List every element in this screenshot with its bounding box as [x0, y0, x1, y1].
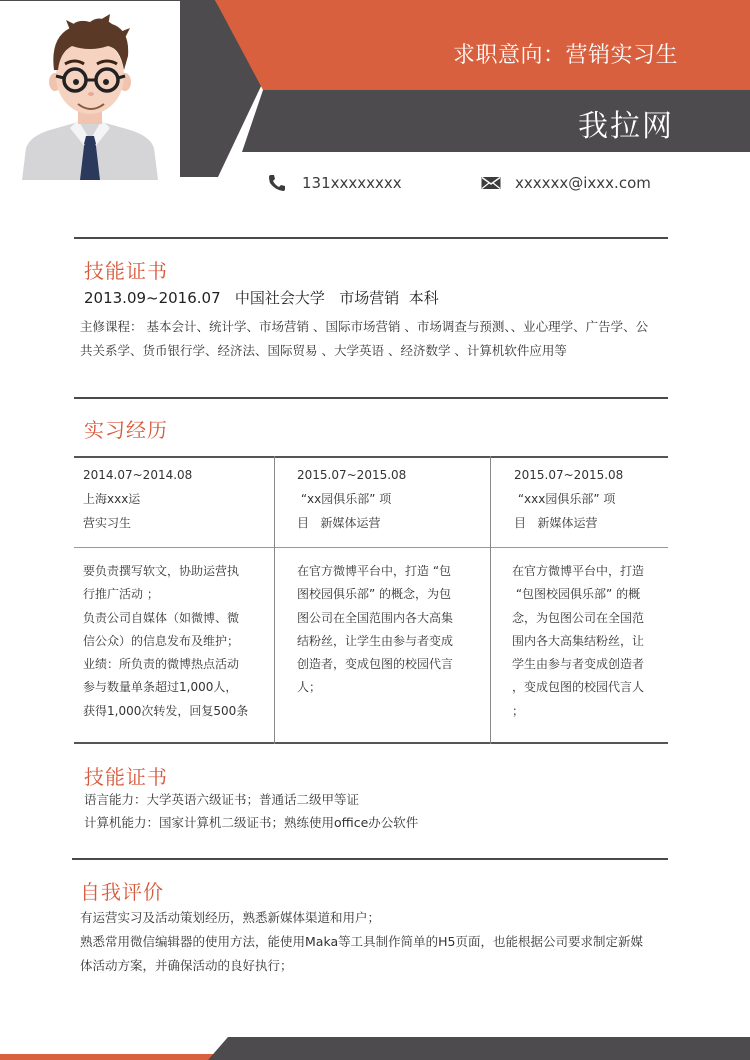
contact-phone	[268, 174, 402, 192]
body-line: 创造者，变成包图的校园代言	[297, 657, 454, 672]
body-line: 结粉丝，让学生由参与者变成	[297, 633, 454, 648]
section-title-self-eval: 自我评价	[80, 880, 164, 904]
footer-banner	[0, 1036, 750, 1060]
internship-2-header	[297, 463, 406, 535]
envelope-icon	[481, 175, 501, 191]
body-line: 图公司在全国范围内各大高集	[297, 610, 454, 625]
body-line: 行推广活动 ；	[83, 587, 159, 602]
divider	[74, 237, 668, 239]
body-line: 念，为包图公司在全国范	[512, 610, 645, 625]
internship-2-date: 2015.07~2015.08	[297, 468, 407, 482]
courses-line-1: 主修课程： 基本会计、统计学、市场营销 、国际市场营销 、市场调查与预测、、业心理学、广告学、公	[80, 319, 649, 334]
self-eval-line-2: 熟悉常用微信编辑器的使用方法，能使用Maka等工具制作简单的H5页面，也能根据公司要求制定新媒	[80, 934, 643, 949]
internship-3-role: 目 新媒体运营	[514, 516, 598, 530]
internship-2-role: 目 新媒体运营	[297, 516, 381, 530]
table-border-top	[74, 456, 668, 458]
body-line: 要负责撰写软文，协助运营执	[83, 564, 240, 578]
avatar	[20, 8, 160, 180]
phone-number: 131xxxxxxxx	[302, 174, 402, 192]
body-line: 学生由参与者变成创造者	[512, 657, 645, 672]
body-line: “包图校园俱乐部” 的概	[512, 587, 641, 602]
table-col-divider	[274, 456, 275, 744]
internship-1-header	[83, 463, 192, 535]
internship-1-date: 2014.07~2014.08	[83, 468, 193, 482]
table-border-bottom	[74, 742, 668, 744]
internship-table	[74, 456, 668, 744]
contact-email	[481, 174, 651, 192]
internship-3-body	[512, 560, 644, 723]
internship-1-role: 营实习生	[83, 516, 132, 530]
skill-language: 语言能力：大学英语六级证书；普通话二级甲等证	[84, 792, 360, 807]
divider	[72, 858, 668, 860]
body-line: 在官方微博平台中，打造	[512, 564, 645, 578]
phone-icon	[268, 174, 286, 192]
body-line: 业绩：所负责的微博热点活动	[83, 657, 240, 672]
section-title-education: 技能证书	[84, 259, 168, 283]
table-border-middle	[74, 547, 668, 548]
internship-2-body	[297, 560, 453, 700]
internship-3-date: 2015.07~2015.08	[514, 468, 624, 482]
education-line: 2013.09~2016.07 中国社会大学 市场营销 本科	[84, 289, 439, 307]
body-line: 参与数量单条超过1,000人，	[83, 680, 238, 695]
table-col-divider	[490, 456, 491, 744]
body-line: 围内各大高集结粉丝，让	[512, 633, 645, 648]
body-line: 负责公司自媒体（如微博、微	[83, 610, 240, 625]
skill-computer: 计算机能力：国家计算机二级证书；熟练使用office办公软件	[84, 815, 419, 830]
self-eval-line-1: 有运营实习及活动策划经历，熟悉新媒体渠道和用户；	[80, 910, 381, 925]
body-line: 获得1,000次转发，回复500条	[83, 703, 249, 718]
section-title-skills: 技能证书	[84, 765, 168, 789]
internship-2-project: “xx园俱乐部” 项	[297, 492, 392, 506]
body-line: 信公众）的信息发布及维护；	[83, 633, 240, 648]
internship-3-header	[514, 463, 623, 535]
body-line: ，变成包图的校园代言人	[512, 680, 645, 695]
divider	[74, 397, 668, 399]
email-address: xxxxxx@ixxx.com	[515, 174, 651, 192]
job-intent: 求职意向：营销实习生	[452, 43, 678, 68]
self-eval-line-3: 体活动方案，并确保活动的良好执行；	[80, 958, 293, 973]
candidate-name: 我拉网	[578, 109, 674, 144]
section-title-internship: 实习经历	[84, 418, 168, 442]
internship-1-body	[83, 560, 248, 723]
courses-line-2: 共关系学、货币银行学、经济法、国际贸易 、大学英语 、经济数学 、计算机软件应用等	[80, 343, 567, 358]
body-line: 人；	[297, 680, 322, 695]
body-line: ；	[512, 703, 525, 718]
body-line: 图校园俱乐部” 的概念，为包	[297, 587, 452, 602]
internship-3-project: “xxx园俱乐部” 项	[514, 492, 616, 506]
internship-1-company: 上海xxx运	[83, 492, 141, 506]
body-line: 在官方微博平台中，打造 “包	[297, 564, 452, 578]
